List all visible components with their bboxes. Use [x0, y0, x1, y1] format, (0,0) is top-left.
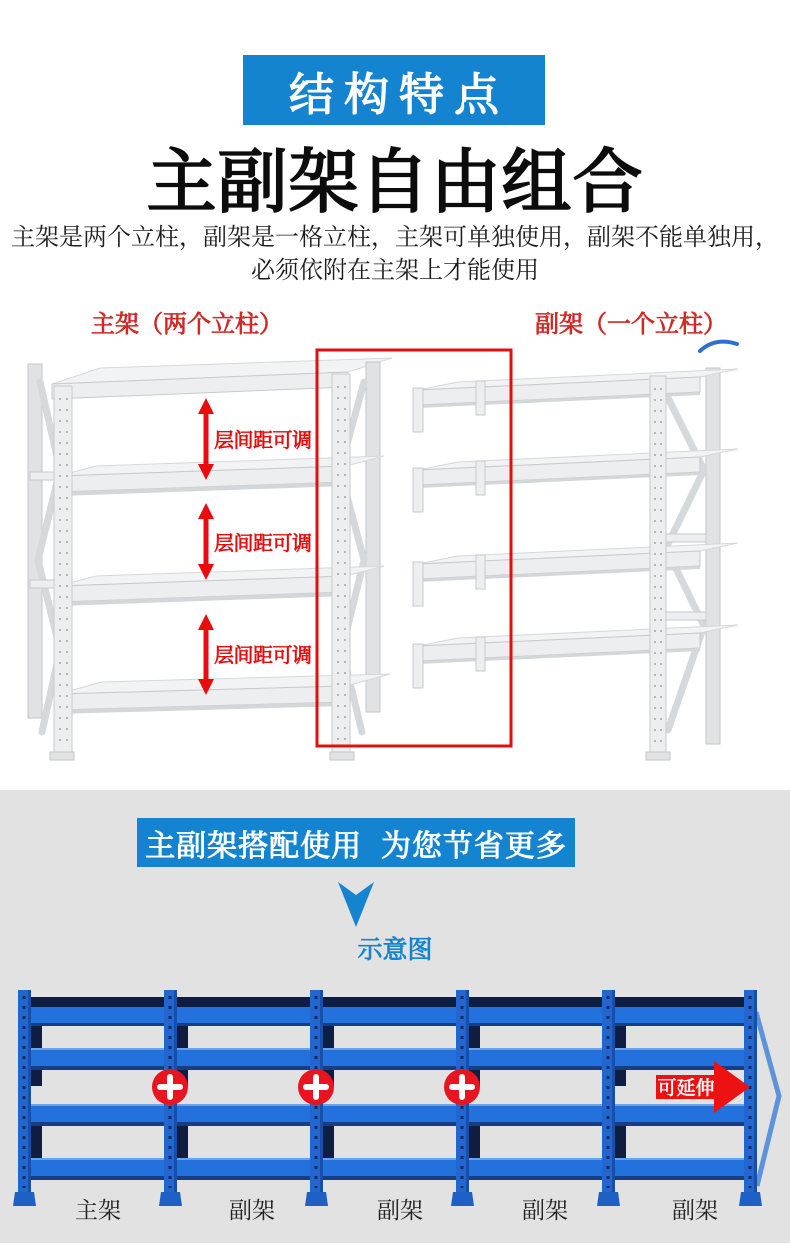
combination-banner-text: 主副架搭配使用 为您节省更多	[145, 829, 567, 863]
aux-frame-label: 副架（一个立柱）	[535, 311, 727, 338]
spacing-note: 层间距可调	[214, 430, 312, 452]
blue-swoosh-decoration	[700, 342, 737, 351]
section-badge	[243, 55, 545, 125]
plus-icon	[444, 1069, 480, 1105]
rack-label-aux: 副架	[377, 1197, 423, 1223]
blue-rack-schematic	[0, 985, 790, 1225]
description-line-1: 主架是两个立柱，副架是一格立柱，主架可单独使用，副架不能单独用，	[11, 224, 779, 251]
main-rack-image	[28, 358, 392, 760]
page-title: 主副架自由组合	[146, 143, 644, 221]
rack-label-aux: 副架	[672, 1197, 718, 1223]
spacing-annotation-2	[198, 503, 312, 580]
main-aux-rack-illustration	[0, 335, 790, 780]
plus-icon	[298, 1069, 334, 1105]
arrow-up-icon	[198, 614, 214, 630]
arrow-up-icon	[198, 503, 214, 519]
aux-rack-image	[413, 368, 738, 760]
rack-label-main: 主架	[75, 1197, 121, 1223]
combination-section	[0, 790, 790, 1243]
chevron-down-icon	[338, 882, 374, 928]
rack-label-aux: 副架	[522, 1197, 568, 1223]
combination-banner	[137, 818, 575, 867]
rack-side-brace	[756, 1012, 779, 1186]
plus-icon	[152, 1069, 188, 1105]
schematic-caption: 示意图	[357, 936, 433, 964]
badge-text: 结构特点	[288, 68, 509, 120]
spacing-note: 层间距可调	[214, 533, 312, 555]
arrow-up-icon	[198, 398, 214, 414]
main-frame-label: 主架（两个立柱）	[91, 311, 283, 338]
extend-label: 可延伸	[657, 1078, 715, 1099]
rack-shelves	[18, 997, 757, 1180]
spacing-note: 层间距可调	[214, 645, 312, 667]
description-text	[0, 221, 790, 287]
rack-label-aux: 副架	[229, 1197, 275, 1223]
description-line-2: 必须依附在主架上才能使用	[251, 257, 539, 284]
